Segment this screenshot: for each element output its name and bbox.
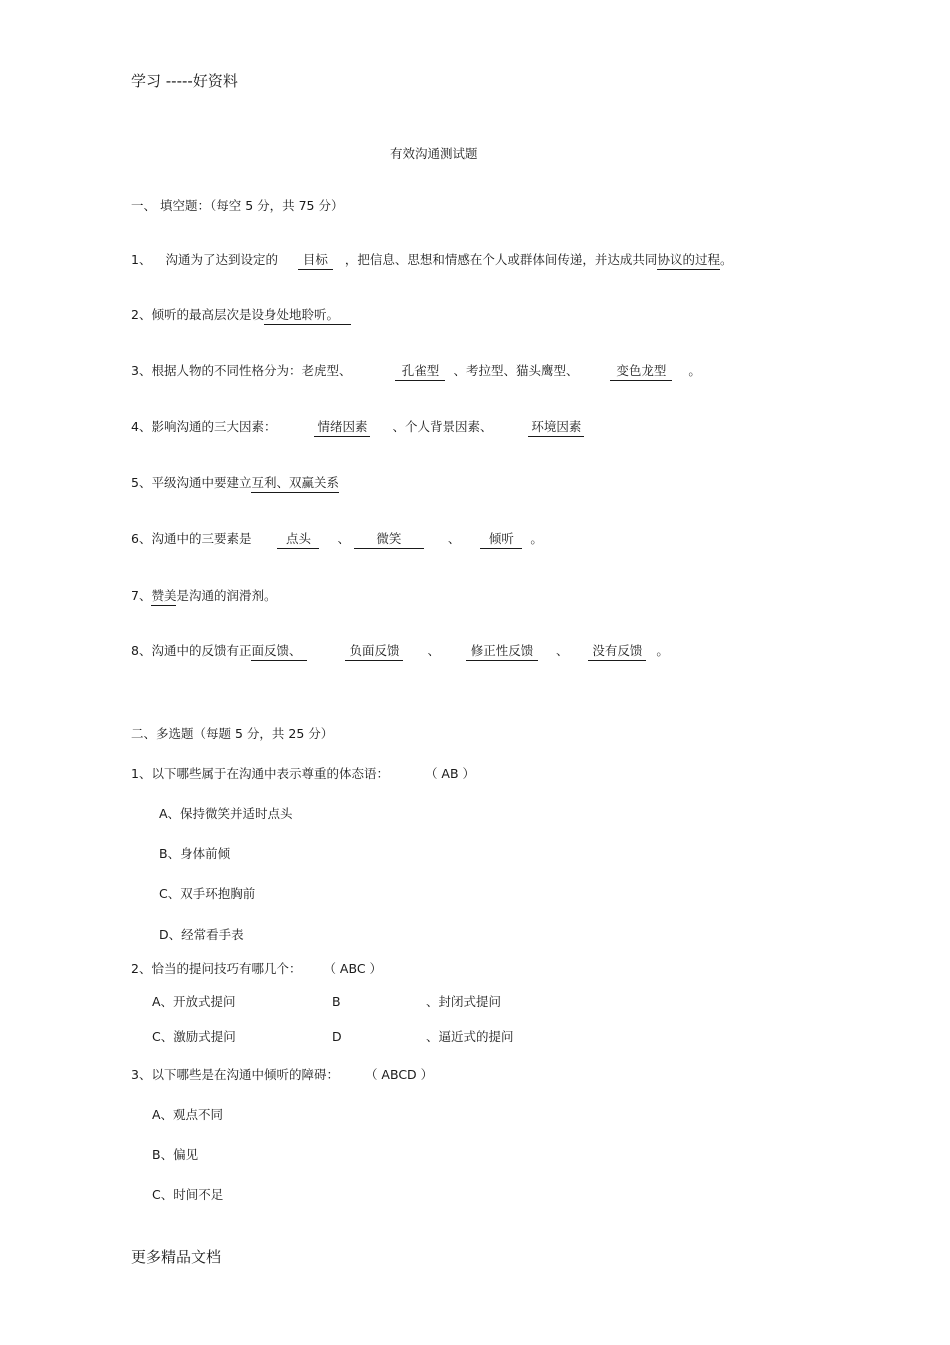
option-b-text: 、封闭式提问 <box>426 994 502 1009</box>
choice-question-3 <box>131 1067 433 1083</box>
question-text: 是沟通的润滑剂。 <box>176 588 277 603</box>
question-text: 沟通为了达到设定的 <box>165 252 278 267</box>
option-c: C、双手环抱胸前 <box>159 886 256 901</box>
answer-blank: 身处地聆听。 <box>264 307 351 325</box>
page-header: 学习 -----好资料 <box>131 72 238 90</box>
option-d-letter: D <box>332 1029 342 1044</box>
separator: 、 <box>447 531 461 546</box>
question-text: 、个人背景因素、 <box>392 419 493 434</box>
answer-blank: 孔雀型 <box>395 363 445 381</box>
choice-question-1 <box>131 766 475 782</box>
answer-blank: 点头 <box>277 531 319 549</box>
question-text: ，把信息、思想和情感在个人或群体间传递，并达成共同 <box>344 252 658 267</box>
question-text: 。 <box>719 252 733 267</box>
choice-question-2 <box>131 961 382 977</box>
page-footer: 更多精品文档 <box>131 1248 222 1266</box>
question-stem: 3、以下哪些是在沟通中倾听的障碍： <box>131 1067 339 1082</box>
question-stem: 1、以下哪些属于在沟通中表示尊重的体态语： <box>131 766 389 781</box>
answer-key: （ ABC ） <box>323 961 383 976</box>
question-text: 。 <box>656 643 669 658</box>
answer-key: （ AB ） <box>424 766 476 781</box>
separator: 、 <box>337 531 350 546</box>
answer-blank: 目标 <box>298 252 333 270</box>
question-text: 6、沟通中的三要素是 <box>131 531 252 546</box>
separator: 、 <box>555 643 569 658</box>
option-b: B、身体前倾 <box>159 846 231 861</box>
fill-question-3 <box>131 363 701 381</box>
option-d-text: 、逼近式的提问 <box>426 1029 514 1044</box>
fill-question-1 <box>131 252 732 270</box>
document-title: 有效沟通测试题 <box>390 146 478 161</box>
question-text: 、考拉型、猫头鹰型、 <box>453 363 579 378</box>
answer-blank: 情绪因素 <box>314 419 370 437</box>
answer-blank: 负面反馈 <box>345 643 403 661</box>
fill-question-4 <box>131 419 584 437</box>
option-c: C、时间不足 <box>152 1187 224 1202</box>
question-text: 8、沟通中的反馈有正 <box>131 643 252 658</box>
question-text: 3、根据人物的不同性格分为：老虎型、 <box>131 363 352 378</box>
answer-blank: 互利、双赢关系 <box>251 475 339 493</box>
option-c: C、激励式提问 <box>152 1029 236 1044</box>
option-b-letter: B <box>332 994 341 1009</box>
question-text: 。 <box>530 531 543 546</box>
separator: 、 <box>427 643 440 658</box>
answer-blank: 面反馈、 <box>251 643 307 661</box>
question-text: 。 <box>688 363 701 378</box>
answer-blank: 没有反馈 <box>588 643 646 661</box>
section2-heading: 二、多选题（每题 5 分，共 25 分） <box>131 726 334 741</box>
answer-blank: 修正性反馈 <box>466 643 538 661</box>
answer-blank: 赞美 <box>151 588 176 606</box>
fill-question-6 <box>131 531 543 549</box>
fill-question-5 <box>131 475 339 493</box>
option-a: A、保持微笑并适时点头 <box>159 806 293 821</box>
fill-question-2 <box>131 307 351 325</box>
question-text: 5、平级沟通中要建立 <box>131 475 252 490</box>
answer-blank: 变色龙型 <box>610 363 672 381</box>
answer-blank: 协议的过程 <box>657 252 720 270</box>
answer-blank: 微笑 <box>354 531 424 549</box>
answer-key: （ ABCD ） <box>364 1067 434 1082</box>
question-stem: 2、恰当的提问技巧有哪几个： <box>131 961 302 976</box>
option-d: D、经常看手表 <box>159 927 244 942</box>
question-text: 4、影响沟通的三大因素： <box>131 419 277 434</box>
answer-blank: 倾听 <box>480 531 522 549</box>
fill-question-8 <box>131 643 669 661</box>
fill-question-7 <box>131 588 276 606</box>
question-number: 1、 <box>131 252 152 267</box>
option-a: A、观点不同 <box>152 1107 224 1122</box>
question-text: 7、 <box>131 588 152 603</box>
section1-heading: 一、 填空题：（每空 5 分，共 75 分） <box>131 198 344 213</box>
question-text: 2、倾听的最高层次是设 <box>131 307 264 322</box>
answer-blank: 环境因素 <box>528 419 584 437</box>
option-b: B、偏见 <box>152 1147 199 1162</box>
option-a: A、开放式提问 <box>152 994 236 1009</box>
